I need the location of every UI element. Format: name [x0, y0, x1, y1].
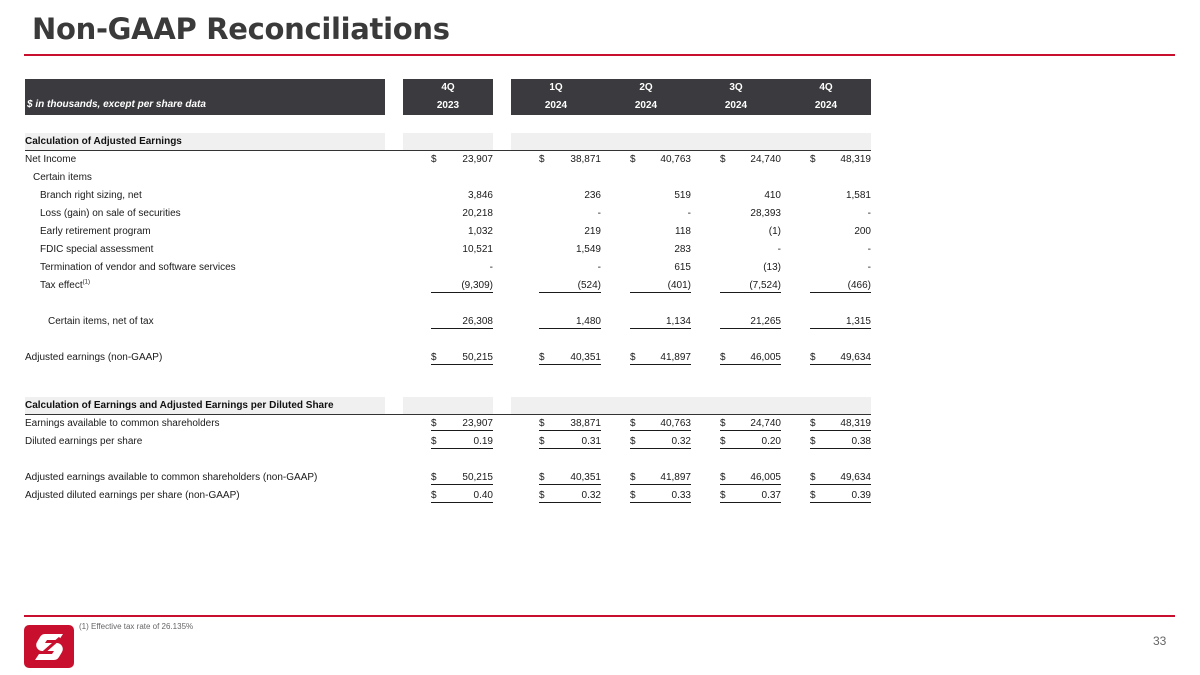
- row-label-text: Net Income: [25, 154, 77, 165]
- value-cell: [539, 418, 601, 431]
- cell-value: 236: [584, 190, 601, 201]
- value-cell: [539, 352, 601, 365]
- row-label-text: Diluted earnings per share: [25, 436, 143, 447]
- value-cell: [539, 436, 601, 449]
- currency-symbol: $: [630, 436, 636, 447]
- cell-value: 38,871: [570, 154, 601, 165]
- table-row: [0, 154, 1200, 168]
- value-cell: [630, 280, 691, 293]
- cell-value: 0.37: [761, 490, 781, 501]
- cell-value: 0.32: [581, 490, 601, 501]
- table-row: [0, 226, 1200, 240]
- value-cell: [630, 244, 691, 256]
- cell-value: -: [867, 244, 871, 255]
- value-cell: [720, 262, 781, 274]
- cell-value: 40,763: [660, 154, 691, 165]
- table-row: [0, 472, 1200, 486]
- value-cell: [720, 154, 781, 166]
- value-cell: [431, 244, 493, 256]
- row-label-text: Certain items, net of tax: [48, 316, 154, 327]
- value-cell: [720, 226, 781, 238]
- value-cell: [630, 226, 691, 238]
- value-cell: [630, 490, 691, 503]
- page-title: Non-GAAP Reconciliations: [32, 12, 450, 46]
- row-label: [25, 352, 162, 363]
- cell-value: 0.20: [761, 436, 781, 447]
- value-cell: [539, 172, 601, 184]
- row-label: [25, 154, 76, 165]
- table-row: [0, 244, 1200, 258]
- value-cell: [630, 472, 691, 485]
- value-cell: [810, 244, 871, 256]
- cell-value: 283: [674, 244, 691, 255]
- cell-value: 23,907: [462, 418, 493, 429]
- section-underline: [25, 414, 871, 415]
- cell-value: 1,480: [575, 316, 601, 327]
- page-number: 33: [1153, 634, 1167, 648]
- currency-symbol: $: [431, 472, 437, 483]
- section-underline: [25, 150, 871, 151]
- value-cell: [431, 418, 493, 431]
- cell-value: 200: [854, 226, 871, 237]
- value-cell: [630, 172, 691, 184]
- column-quarter-label: 4Q: [441, 82, 455, 93]
- cell-value: 20,218: [462, 208, 493, 219]
- cell-value: 24,740: [750, 418, 781, 429]
- value-cell: [810, 280, 871, 293]
- table-row: [0, 280, 1200, 294]
- title-divider: [24, 54, 1175, 56]
- value-cell: [431, 262, 493, 274]
- column-quarter-label: 2Q: [639, 82, 653, 93]
- currency-symbol: $: [539, 472, 545, 483]
- column-year-label: 2024: [544, 100, 568, 111]
- cell-value: 10,521: [462, 244, 493, 255]
- value-cell: [630, 436, 691, 449]
- currency-symbol: $: [539, 436, 545, 447]
- value-cell: [720, 280, 781, 293]
- column-year-label: 2024: [634, 100, 658, 111]
- value-cell: [539, 262, 601, 274]
- value-cell: [720, 172, 781, 184]
- currency-symbol: $: [431, 490, 437, 501]
- value-cell: [431, 472, 493, 485]
- section-bar: [403, 133, 493, 150]
- currency-symbol: $: [539, 154, 545, 165]
- cell-value: 46,005: [750, 472, 781, 483]
- cell-value: 118: [675, 226, 691, 237]
- currency-symbol: $: [810, 436, 816, 447]
- cell-value: 24,740: [750, 154, 781, 165]
- value-cell: [630, 352, 691, 365]
- value-cell: [810, 172, 871, 184]
- section-title-per-share: Calculation of Earnings and Adjusted Earnings per Diluted Share: [25, 400, 334, 411]
- cell-value: 519: [674, 190, 691, 201]
- cell-value: (7,524): [749, 280, 781, 291]
- row-label: [40, 226, 151, 237]
- value-cell: [431, 208, 493, 220]
- row-label-text: Termination of vendor and software services: [40, 262, 236, 273]
- value-cell: [431, 172, 493, 184]
- currency-symbol: $: [539, 490, 545, 501]
- cell-value: 48,319: [840, 418, 871, 429]
- cell-value: 3,846: [467, 190, 493, 201]
- currency-symbol: $: [630, 472, 636, 483]
- cell-value: 1,549: [575, 244, 601, 255]
- cell-value: -: [687, 208, 691, 219]
- currency-symbol: $: [810, 472, 816, 483]
- row-label-text: Adjusted earnings (non-GAAP): [25, 352, 163, 363]
- value-cell: [431, 490, 493, 503]
- column-quarter-label: 4Q: [819, 82, 833, 93]
- value-cell: [539, 280, 601, 293]
- table-row: [0, 352, 1200, 366]
- units-label: $ in thousands, except per share data: [27, 99, 206, 110]
- table-row: [0, 316, 1200, 330]
- row-label: [25, 418, 220, 429]
- value-cell: [720, 472, 781, 485]
- currency-symbol: $: [720, 490, 726, 501]
- currency-symbol: $: [810, 418, 816, 429]
- brand-logo-icon: [24, 625, 74, 668]
- cell-value: 0.40: [473, 490, 493, 501]
- row-label: [25, 472, 317, 483]
- currency-symbol: $: [630, 418, 636, 429]
- value-cell: [810, 418, 871, 431]
- column-year-label: 2024: [814, 100, 838, 111]
- row-label: [40, 190, 142, 201]
- row-label-text: Tax effect: [40, 280, 83, 291]
- value-cell: [720, 418, 781, 431]
- currency-symbol: $: [630, 352, 636, 363]
- row-label-text: Earnings available to common shareholders: [25, 418, 220, 429]
- cell-value: 0.31: [581, 436, 601, 447]
- cell-value: 48,319: [840, 154, 871, 165]
- row-label-text: Loss (gain) on sale of securities: [40, 208, 181, 219]
- currency-symbol: $: [810, 154, 816, 165]
- value-cell: [720, 208, 781, 220]
- cell-value: 0.39: [851, 490, 871, 501]
- value-cell: [720, 490, 781, 503]
- value-cell: [539, 316, 601, 329]
- row-label: [33, 172, 92, 183]
- currency-symbol: $: [539, 352, 545, 363]
- table-row: [0, 172, 1200, 186]
- currency-symbol: $: [720, 472, 726, 483]
- value-cell: [720, 436, 781, 449]
- cell-value: 50,215: [462, 472, 493, 483]
- currency-symbol: $: [720, 352, 726, 363]
- currency-symbol: $: [720, 418, 726, 429]
- currency-symbol: $: [720, 436, 726, 447]
- cell-value: (401): [667, 280, 691, 291]
- value-cell: [720, 190, 781, 202]
- value-cell: [539, 190, 601, 202]
- value-cell: [810, 436, 871, 449]
- value-cell: [431, 352, 493, 365]
- table-row: [0, 262, 1200, 276]
- row-label-text: FDIC special assessment: [40, 244, 154, 255]
- value-cell: [810, 262, 871, 274]
- footer-divider: [24, 615, 1175, 617]
- section-bar: [511, 397, 871, 414]
- cell-value: 0.38: [851, 436, 871, 447]
- column-quarter-label: 1Q: [549, 82, 563, 93]
- cell-value: 219: [584, 226, 601, 237]
- value-cell: [431, 316, 493, 329]
- currency-symbol: $: [539, 418, 545, 429]
- cell-value: 1,581: [845, 190, 871, 201]
- value-cell: [539, 490, 601, 503]
- cell-value: (524): [577, 280, 601, 291]
- value-cell: [720, 316, 781, 329]
- cell-value: 28,393: [750, 208, 781, 219]
- value-cell: [431, 190, 493, 202]
- cell-value: -: [867, 262, 871, 273]
- value-cell: [810, 208, 871, 220]
- footnote: (1) Effective tax rate of 26.135%: [79, 622, 194, 631]
- currency-symbol: $: [720, 154, 726, 165]
- value-cell: [720, 244, 781, 256]
- table-row: [0, 490, 1200, 504]
- cell-value: 21,265: [750, 316, 781, 327]
- cell-value: 615: [674, 262, 691, 273]
- value-cell: [630, 208, 691, 220]
- value-cell: [810, 316, 871, 329]
- value-cell: [810, 490, 871, 503]
- cell-value: (13): [763, 262, 781, 273]
- cell-value: 23,907: [462, 154, 493, 165]
- currency-symbol: $: [630, 490, 636, 501]
- cell-value: 38,871: [570, 418, 601, 429]
- section-bar: [511, 133, 871, 150]
- row-label: [48, 316, 154, 327]
- value-cell: [539, 154, 601, 166]
- currency-symbol: $: [630, 154, 636, 165]
- value-cell: [720, 352, 781, 365]
- cell-value: 41,897: [660, 472, 691, 483]
- value-cell: [630, 190, 691, 202]
- row-label-text: Adjusted diluted earnings per share (non-GAAP): [25, 490, 240, 501]
- cell-value: -: [489, 262, 493, 273]
- table-row: [0, 418, 1200, 432]
- cell-value: 49,634: [840, 352, 871, 363]
- cell-value: 0.32: [671, 436, 691, 447]
- table-row: [0, 208, 1200, 222]
- cell-value: 1,032: [467, 226, 493, 237]
- value-cell: [810, 472, 871, 485]
- value-cell: [810, 154, 871, 166]
- value-cell: [630, 262, 691, 274]
- currency-symbol: $: [810, 490, 816, 501]
- footnote-marker: (1): [82, 279, 90, 286]
- cell-value: 26,308: [462, 316, 493, 327]
- value-cell: [539, 208, 601, 220]
- value-cell: [539, 226, 601, 238]
- currency-symbol: $: [431, 418, 437, 429]
- column-quarter-label: 3Q: [729, 82, 743, 93]
- section-bar: [403, 397, 493, 414]
- row-label: [25, 436, 142, 447]
- row-label-text: Certain items: [33, 172, 92, 183]
- value-cell: [630, 418, 691, 431]
- value-cell: [810, 190, 871, 202]
- currency-symbol: $: [431, 436, 437, 447]
- cell-value: 46,005: [750, 352, 781, 363]
- cell-value: -: [597, 208, 601, 219]
- cell-value: -: [777, 244, 781, 255]
- column-year-label: 2024: [724, 100, 748, 111]
- cell-value: 40,763: [660, 418, 691, 429]
- value-cell: [630, 154, 691, 166]
- cell-value: -: [867, 208, 871, 219]
- cell-value: 1,134: [665, 316, 691, 327]
- value-cell: [810, 352, 871, 365]
- row-label: [40, 208, 181, 219]
- value-cell: [431, 226, 493, 238]
- currency-symbol: $: [431, 352, 437, 363]
- value-cell: [630, 316, 691, 329]
- cell-value: 40,351: [570, 352, 601, 363]
- value-cell: [431, 436, 493, 449]
- row-label: [40, 280, 90, 291]
- value-cell: [539, 472, 601, 485]
- row-label: [40, 244, 153, 255]
- row-label: [40, 262, 236, 273]
- currency-symbol: $: [810, 352, 816, 363]
- cell-value: 0.19: [473, 436, 493, 447]
- cell-value: -: [597, 262, 601, 273]
- cell-value: (9,309): [461, 280, 493, 291]
- cell-value: 1,315: [845, 316, 871, 327]
- cell-value: 40,351: [570, 472, 601, 483]
- value-cell: [810, 226, 871, 238]
- cell-value: 50,215: [462, 352, 493, 363]
- row-label-text: Adjusted earnings available to common shareholders (non-GAAP): [25, 472, 318, 483]
- cell-value: 41,897: [660, 352, 691, 363]
- value-cell: [431, 280, 493, 293]
- row-label: [25, 490, 240, 501]
- cell-value: 410: [764, 190, 781, 201]
- row-label-text: Branch right sizing, net: [40, 190, 142, 201]
- cell-value: 0.33: [671, 490, 691, 501]
- cell-value: 49,634: [840, 472, 871, 483]
- table-row: [0, 190, 1200, 204]
- section-title-adjusted-earnings: Calculation of Adjusted Earnings: [25, 136, 182, 147]
- value-cell: [539, 244, 601, 256]
- cell-value: (1): [768, 226, 781, 237]
- table-row: [0, 436, 1200, 450]
- cell-value: (466): [847, 280, 871, 291]
- row-label-text: Early retirement program: [40, 226, 151, 237]
- currency-symbol: $: [431, 154, 437, 165]
- value-cell: [431, 154, 493, 166]
- column-year-label: 2023: [436, 100, 460, 111]
